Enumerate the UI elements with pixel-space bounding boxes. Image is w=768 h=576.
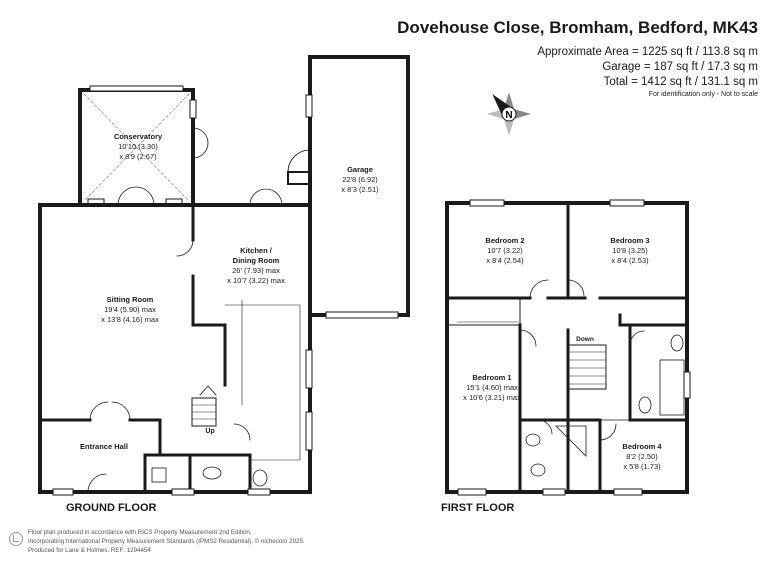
stairs-up bbox=[192, 386, 216, 426]
sitting-room-dim2: x 13'8 (4.16) max bbox=[101, 315, 159, 324]
conservatory-dim2: x 8'9 (2.67) bbox=[119, 152, 157, 161]
entrance-hall-name: Entrance Hall bbox=[80, 442, 128, 451]
sitting-room-dim1: 19'4 (5.90) max bbox=[104, 305, 156, 314]
disclaimer: For identification only - Not to scale bbox=[648, 91, 758, 98]
sitting-room-name: Sitting Room bbox=[106, 295, 154, 304]
rics-logo-icon bbox=[9, 532, 23, 546]
approximate-area: Approximate Area = 1225 sq ft / 113.8 sq m bbox=[537, 46, 758, 58]
footer-line-2: Incorporating International Property Measurement Standards (IPMS2 Residential). © nichecom 2025. bbox=[28, 538, 305, 545]
ground-floor-plan bbox=[40, 57, 408, 495]
kitchen-name2: Dining Room bbox=[232, 256, 280, 265]
compass-icon bbox=[487, 90, 531, 136]
bedroom2-dim1: 10'7 (3.22) bbox=[487, 246, 523, 255]
bedroom3-name: Bedroom 3 bbox=[610, 236, 650, 245]
garage-dim2: x 8'3 (2.51) bbox=[341, 185, 379, 194]
bedroom4-name: Bedroom 4 bbox=[622, 442, 662, 451]
bedroom1-name: Bedroom 1 bbox=[472, 373, 512, 382]
compass-north-label: N bbox=[505, 110, 513, 121]
bedroom2-dim2: x 8'4 (2.54) bbox=[486, 256, 524, 265]
stairs-up-label: Up bbox=[205, 428, 215, 435]
bedroom3-dim2: x 8'4 (2.53) bbox=[611, 256, 649, 265]
bedroom1-dim1: 15'1 (4.60) max bbox=[466, 383, 518, 392]
footer-line-3: Produced for Lane & Holmes. REF: 1294454 bbox=[28, 547, 151, 554]
garage-dim1: 22'8 (6.92) bbox=[342, 175, 378, 184]
total-area: Total = 1412 sq ft / 131.1 sq m bbox=[603, 76, 758, 88]
bedroom2-name: Bedroom 2 bbox=[485, 236, 525, 245]
kitchen-dim2: x 10'7 (3.22) max bbox=[227, 276, 285, 285]
property-address: Dovehouse Close, Bromham, Bedford, MK43 bbox=[397, 18, 758, 37]
kitchen-name1: Kitchen / bbox=[240, 246, 272, 255]
footer-line-1: Floor plan produced in accordance with RICS Property Measurement 2nd Edition, bbox=[28, 529, 252, 536]
ground-floor-label: GROUND FLOOR bbox=[66, 502, 157, 514]
garage-name: Garage bbox=[347, 165, 373, 174]
conservatory-dim1: 10'10 (3.30) bbox=[118, 142, 158, 151]
bedroom3-dim1: 10'8 (3.25) bbox=[612, 246, 648, 255]
garage-area: Garage = 187 sq ft / 17.3 sq m bbox=[602, 61, 758, 73]
kitchen-dim1: 26' (7.93) max bbox=[232, 266, 280, 275]
first-floor-label: FIRST FLOOR bbox=[441, 502, 515, 514]
conservatory-name: Conservatory bbox=[113, 132, 163, 141]
stairs-down bbox=[568, 345, 606, 389]
stairs-down-label: Down bbox=[576, 336, 594, 343]
bedroom4-dim1: 8'2 (2.50) bbox=[626, 452, 658, 461]
bedroom4-dim2: x 5'8 (1.73) bbox=[623, 462, 661, 471]
bedroom1-dim2: x 10'6 (3.21) max bbox=[463, 393, 521, 402]
